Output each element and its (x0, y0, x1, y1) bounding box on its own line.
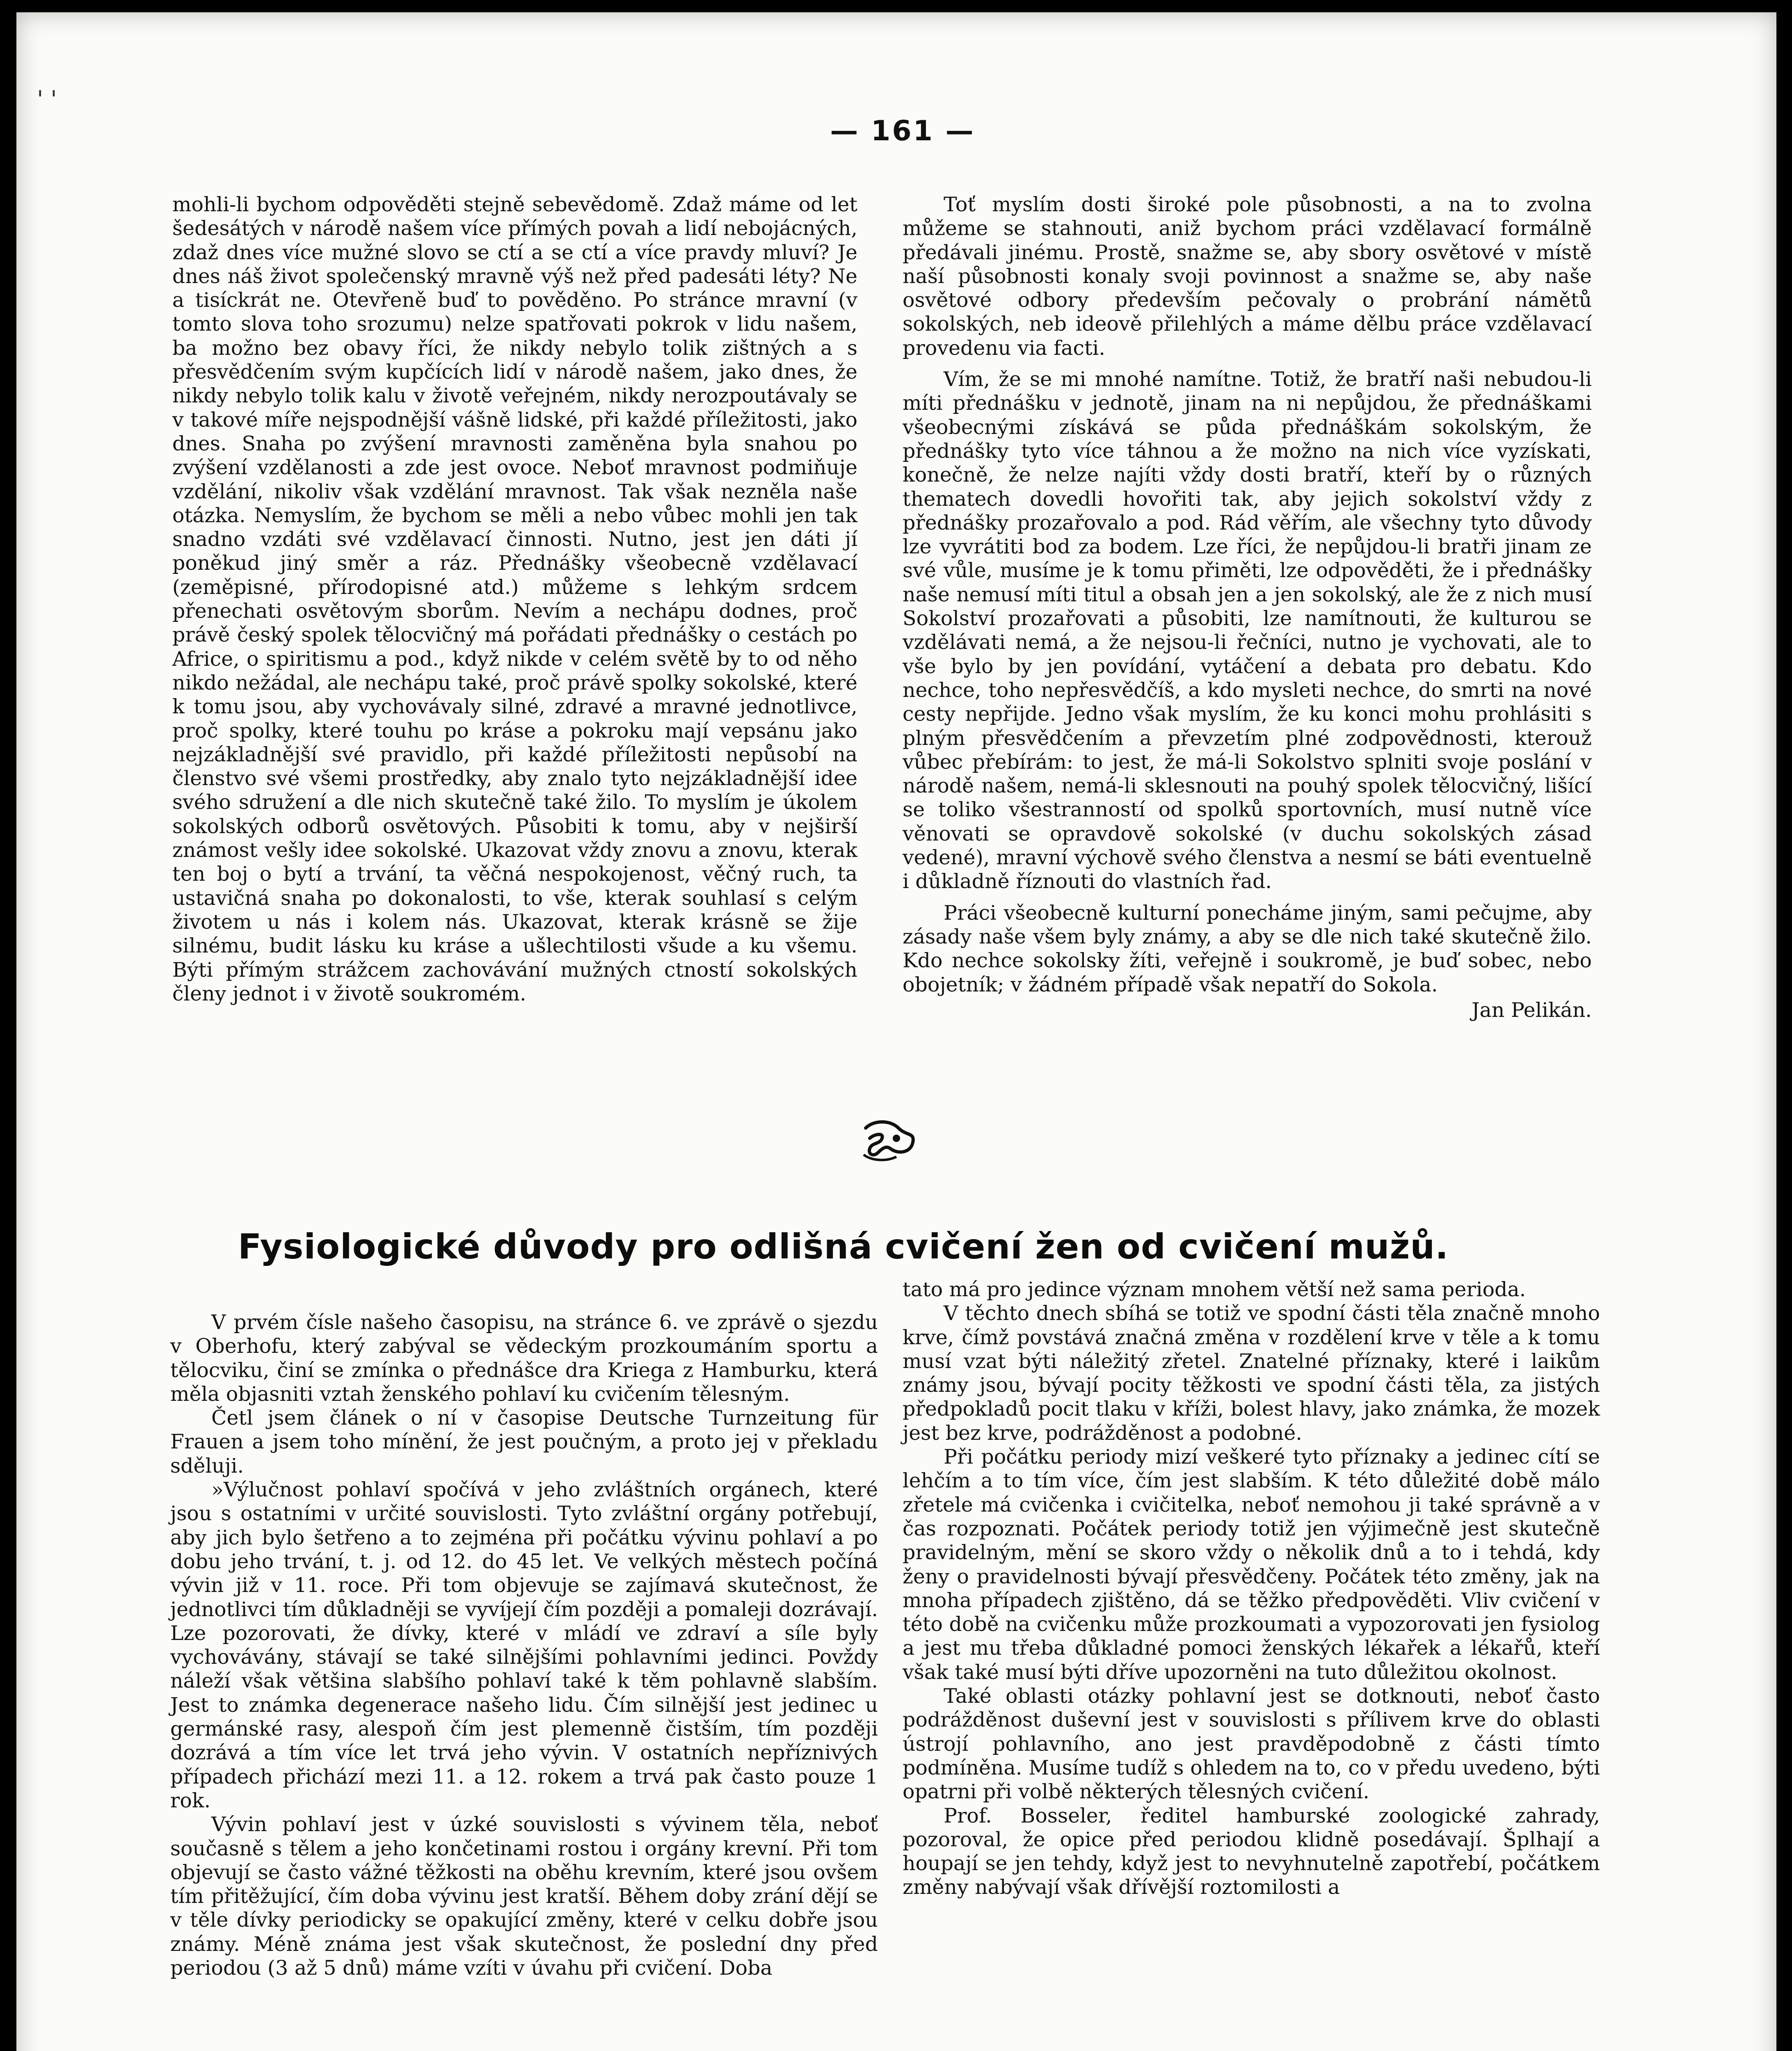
paragraph: V prvém čísle našeho časopisu, na stránce 6. ve zprávě o sjezdu v Oberhofu, který zabýval se vědeckým prozkoumáním sportu a tělocviku, činí se zmínka o přednášce dra Kriega z Hamburku, která měla objasniti vztah ženského pohlaví ku cvičením tělesným. (170, 1311, 878, 1406)
page-number: — 161 — (830, 115, 975, 147)
paragraph: Práci všeobecně kulturní ponecháme jiným, sami pečujme, aby zásady naše všem byly známy, a aby se dle nich také skutečně žilo. Kdo nechce sokolsky žíti, veřejně i soukromě, je buď sobec, nebo obojetník; v žádném případě však nepatří do Sokola. (903, 901, 1592, 996)
paragraph: Vývin pohlaví jest v úzké souvislosti s vývinem těla, neboť současně s tělem a jeho končetinami rostou i orgány krevní. Při tom objevují se často vážné těžkosti na oběhu krevním, které jsou ovšem tím přitěžující, čím doba vývinu jest kratší. Během doby zrání dějí se v těle dívky periodicky se opakující změny, které v celku dobře jsou známy. Méně známa jest však skutečnost, že poslední dny před periodou (3 až 5 dnů) máme vzíti v úvahu při cvičení. Doba (170, 1813, 878, 1980)
top-right-column (903, 193, 1592, 1022)
paragraph: Vím, že se mi mnohé namítne. Totiž, že bratří naši nebudou-li míti přednášku v jednotě, jinam na ni nepůjdou, že přednáškami všeobecnými získává se půda přednáškám sokolským, že přednášky tyto více táhnou a že možno na nich více vyzískati, konečně, že nelze najíti vždy dosti bratří, kteří by o různých thematech dovedli hovořiti tak, aby jejich sokolství vždy z přednášky prozařovalo a pod. Rád věřím, ale všechny tyto důvody lze vyvrátiti bod za bodem. Lze říci, že nepůjdou-li bratři jinam ze své vůle, musíme je k tomu přiměti, lze odpověděti, že i přednášky naše nemusí míti titul a obsah jen a jen sokolský, ale že z nich musí Sokolství prozařovati a působiti, lze namítnouti, že kulturou se vzdělávati nemá, a že nejsou-li řečníci, nutno je vychovati, ale to vše bylo by jen povídání, vytáčení a debata pro debatu. Kdo nechce, toho nepřesvědčíš, a kdo mysleti nechce, do smrti na nové cesty nepřijde. Jedno však myslím, že ku konci mohu prohlásiti s plným přesvědčením a převzetím plné zodpovědnosti, kterouž vůbec přebírám: to jest, že má-li Sokolstvo splniti svoje poslání v národě našem, nemá-li sklesnouti na pouhý spolek tělocvičný, lišící se toliko všestranností od spolků sportovních, musí nutně více věnovati se opravdově sokolské (v duchu sokolských zásad vedené), mravní výchově svého členstva a nesmí se báti eventuelně i důkladně říznouti do vlastních řad. (903, 368, 1592, 893)
paragraph: Četl jsem článek o ní v časopise Deutsche Turnzeitung für Frauen a jsem toho mínění, že jest poučným, a proto jej v překladu sděluji. (170, 1406, 878, 1478)
top-left-column (172, 193, 857, 1006)
paragraph: tato má pro jedince význam mnohem větší než sama perioda. (903, 1278, 1526, 1301)
page-sheet (16, 12, 1776, 2051)
paragraph: Prof. Bosseler, ředitel hamburské zoologické zahrady, pozoroval, že opice před periodou klidně posedávají. Šplhají a houpají se jen tehdy, když jest to nevyhnutelně zapotřebí, počátkem změny nabývají však dřívější roztomilosti a (903, 1804, 1600, 1899)
bottom-right-column (903, 1278, 1600, 1900)
paragraph: »Výlučnost pohlaví spočívá v jeho zvláštních orgánech, které jsou s ostatními v určité souvislosti. Tyto zvláštní orgány potřebují, aby jich bylo šetřeno a to zejména při počátku vývinu pohlaví a po dobu jeho trvání, t. j. od 12. do 45 let. Ve velkých městech počíná vývin již v 11. roce. Při tom objevuje se zajímavá skutečnost, že jednotlivci tím důkladněji se vyvíjejí čím později a pomaleji dozrávají. Lze pozorovati, že dívky, které v mládí ve zdraví a síle byly vychovávány, stávají se také silnějšími pohlavními jedinci. Povždy náleží však většina slabšího pohlaví také k těm pohlavně slabším. Jest to známka degenerace našeho lidu. Čím silnější jest jedinec u germánské rasy, alespoň čím jest plemenně čistším, tím později dozrává a tím více let trvá jeho vývin. V ostatních nepříznivých případech přichází mezi 11. a 12. rokem a trvá pak často pouze 1 rok. (170, 1478, 878, 1812)
article-headline: Fysiologické důvody pro odlišná cvičení žen od cvičení mužů. (238, 1226, 1449, 1267)
signature: Jan Pelikán. (1471, 998, 1592, 1022)
paragraph: Při počátku periody mizí veškeré tyto příznaky a jedinec cítí se lehčím a to tím více, čím jest slabším. K této důležité době málo zřetele má cvičenka i cvičitelka, neboť nemohou ji také správně a v čas rozpoznati. Počátek periody totiž jen výjimečně jest skutečně pravidelným, mění se skoro vždy o několik dnů a to i tehdá, kdy ženy o pravidelnosti bývají přesvědčeny. Počátek této změny, jak na mnoha případech zjištěno, dá se těžko předpověděti. Vliv cvičení v této době na cvičenku může prozkoumati a vypozorovati jen fysiolog a jest mu třeba důkladné pomoci ženských lékařek a lékařů, kteří však také musí býti dříve upozorněni na tuto důležitou okolnost. (903, 1445, 1600, 1684)
paragraph: V těchto dnech sbíhá se totiž ve spodní části těla značně mnoho krve, čímž povstává značná změna v rozdělení krve v těle a k tomu musí vzat býti náležitý zřetel. Znatelné příznaky, které i laikům známy jsou, bývají pocity těžkosti ve spodní části těla, za jistých předpokladů pocit tlaku v kříži, bolest hlavy, jako známka, že mozek jest bez krve, podrážděnost a podobné. (903, 1302, 1600, 1445)
paragraph: Toť myslím dosti široké pole působnosti, a na to zvolna můžeme se stahnouti, aniž bychom práci vzdělavací formálně předávali jinému. Prostě, snažme se, aby sbory osvětové v místě naší působnosti konaly svoji povinnost a snažme se, aby naše osvětové odbory především pečovaly o probrání námětů sokolských, neb ideově přilehlých a máme dělbu práce vzdělavací provedenu via facti. (903, 193, 1592, 360)
scan-mark-left: ' ' (37, 86, 57, 113)
paragraph: mohli-li bychom odpověděti stejně sebevědomě. Zdaž máme od let šedesátých v národě našem více přímých povah a lidí nebojácných, zdaž dnes více mužné slovo se ctí a se ctí a více pravdy mluví? Je dnes náš život společenský mravně výš než před padesáti léty? Ne a tisíckrát ne. Otevřeně buď to pověděno. Po stránce mravní (v tomto slova toho srozumu) nelze spatřovati pokrok v lidu našem, ba možno bez obavy říci, že nikdy nebylo tolik zištných a s přesvědčením svým kupčících lidí v národě našem, jako dnes, že nikdy nebylo tolik kalu v životě veřejném, nikdy nerozpoutávaly se v takové míře nejspodnější vášně lidské, při každé příležitosti, jako dnes. Snaha po zvýšení mravnosti zaměněna byla snahou po zvýšení vzdělanosti a zde jest ovoce. Neboť mravnost podmiňuje vzdělání, nikoliv však vzdělání mravnost. Tak však nezněla naše otázka. Nemyslím, že bychom se měli a nebo vůbec mohli jen tak snadno vzdáti své vzdělavací činnosti. Nutno, jest jen dáti jí poněkud jiný směr a ráz. Přednášky všeobecně vzdělavací (zeměpisné, přírodopisné atd.) můžeme s lehkým srdcem přenechati osvětovým sborům. Nevím a nechápu dodnes, proč právě český spolek tělocvičný má pořádati přednášky o cestách po Africe, o spiritismu a pod., když nikde v celém světě by to od něho nikdo nežádal, ale nechápu také, proč právě spolky sokolské, které k tomu jsou, aby vychovávaly silné, zdravé a mravné jednotlivce, proč spolky, které touhu po kráse a pokroku mají vepsánu jako nejzákladnější své pravidlo, při každé příležitosti nepůsobí na členstvo své všemi prostředky, aby znalo tyto nejzákladnější idee svého sdružení a dle nich skutečně také žilo. To myslím je úkolem sokolských odborů osvětových. Působiti k tomu, aby v nejširší známost vešly idee sokolské. Ukazovat vždy znovu a znovu, kterak ten boj o bytí a trvání, ta věčná nespokojenost, věčný ruch, ta ustavičná snaha po dokonalosti, to vše, kterak souhlasí s celým životem u nás i kolem nás. Ukazovat, kterak krásně se žije silnému, budit lásku ku kráse a ušlechtilosti všude a ku všemu. Býti přímým strážcem zachovávání mužných ctností sokolských členy jednot i v životě soukromém. (172, 193, 857, 1005)
paragraph: Také oblasti otázky pohlavní jest se dotknouti, neboť často podrážděnost duševní jest v souvislosti s přílivem krve do oblasti ústrojí pohlavního, ano jest pravděpodobně z části tímto podmíněna. Musíme tudíž s ohledem na to, co v předu uvedeno, býti opatrni při volbě některých tělesných cvičení. (903, 1684, 1600, 1804)
bottom-left-column (170, 1311, 878, 1980)
ornament-icon (857, 1116, 919, 1165)
